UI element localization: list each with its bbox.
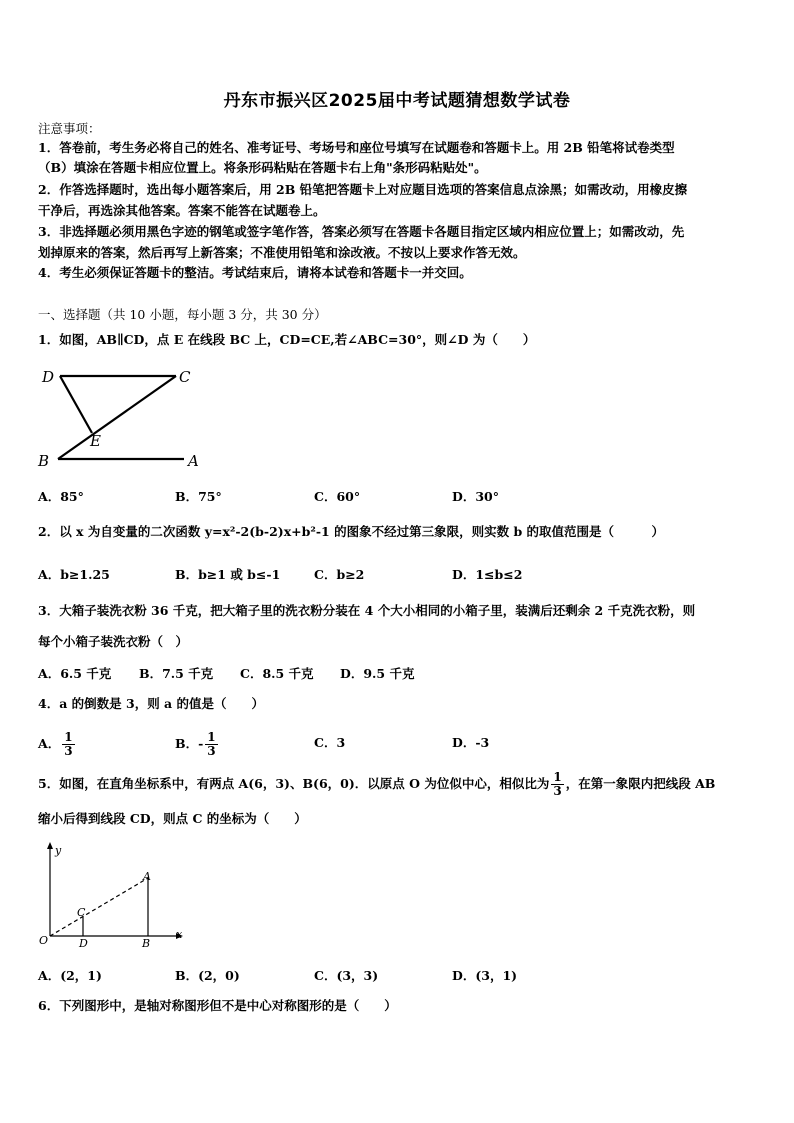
question-1-figure [30,362,210,474]
question-3-stem-b: 每个小箱子装洗衣粉（ ） [38,634,189,649]
q5-label-c: C [77,906,86,919]
page-title: 丹东市振兴区2025届中考试题猜想数学试卷 [223,91,571,111]
question-5-figure [36,840,192,950]
q4-option-d[interactable]: D．-3 [452,735,490,750]
section-heading: 一、选择题（共 10 小题，每小题 3 分，共 30 分） [38,307,327,322]
q2-option-d[interactable]: D．1≤b≤2 [452,567,523,582]
notice-item-3b: 划掉原来的答案，然后再写上新答案；不准使用铅笔和涂改液。不按以上要求作答无效。 [38,245,526,260]
q4-option-b-fraction [205,731,217,758]
question-3-stem-a: 3．大箱子装洗衣粉 36 千克，把大箱子里的洗衣粉分装在 4 个大小相同的小箱子里，装满后还剩余 2 千克洗衣粉，则 [38,603,696,618]
q1-option-b[interactable]: B．75° [175,489,222,504]
notice-item-1a: 1．答卷前，考生务必将自己的姓名、准考证号、考场号和座位号填写在试题卷和答题卡上。用 2B 铅笔将试卷类型 [38,140,675,155]
notice-item-3a: 3．非选择题必须用黑色字迹的钢笔或签字笔作答，答案必须写在答题卡各题目指定区域内相应位置上；如需改动，先 [38,224,685,239]
question-5-stem-b: 缩小后得到线段 CD，则点 C 的坐标为（ ） [38,811,307,826]
q2-option-a[interactable]: A．b≥1.25 [38,567,110,582]
q4-option-a-prefix: A． [38,736,61,751]
notice-item-4: 4．考生必须保证答题卡的整洁。考试结束后，请将本试卷和答题卡一并交回。 [38,265,472,280]
q5-label-y: y [55,844,62,857]
q1-label-e: E [90,432,101,450]
q4-frac-num-b: 1 [207,730,216,744]
q1-label-c: C [179,368,191,386]
q1-label-a: A [188,452,199,470]
question-4-options [38,722,760,762]
q5-label-b: B [142,937,151,950]
q5-label-o: O [39,934,49,947]
q5-ratio-fraction [551,771,563,798]
q3-option-b[interactable]: B．7.5 千克 [139,666,214,681]
question-6-stem: 6．下列图形中，是轴对称图形但不是中心对称图形的是（ ） [38,998,397,1013]
q5-option-b[interactable]: B．(2，0) [175,968,240,983]
question-2-stem: 2．以 x 为自变量的二次函数 y=x²-2(b-2)x+b²-1 的图象不经过第三象限，则实数 b 的取值范围是（ ） [38,524,665,539]
q3-option-d[interactable]: D．9.5 千克 [340,666,415,681]
q4-option-c[interactable]: C．3 [314,735,346,750]
q5-label-a: A [143,870,151,883]
question-1-stem: 1．如图，AB∥CD，点 E 在线段 BC 上，CD=CE,若∠ABC=30°，则∠D 为（ ） [38,332,536,347]
q5-label-d: D [79,937,88,950]
q4-option-a[interactable] [38,731,77,758]
notice-item-2b: 干净后，再选涂其他答案。答案不能答在试题卷上。 [38,203,326,218]
q1-label-d: D [42,368,55,386]
q2-option-b[interactable]: B．b≥1 或 b≤-1 [175,567,281,582]
q3-option-a[interactable]: A．6.5 千克 [38,666,112,681]
q5-option-a[interactable]: A．(2，1) [38,968,102,983]
question-4-stem: 4．a 的倒数是 3，则 a 的值是（ ） [38,696,265,711]
q4-frac-den-b: 3 [207,744,216,758]
q1-label-b: B [38,452,50,470]
question-5-options [38,966,760,988]
question-1-options [38,487,760,509]
q5-ratio-num: 1 [553,770,562,784]
question-2-options [38,565,760,587]
question-5-stem-a [38,768,760,800]
q4-option-a-fraction [62,731,74,758]
notice-heading: 注意事项： [38,121,101,136]
q4-option-b[interactable] [175,731,220,758]
notice-item-1b: （B）填涂在答题卡相应位置上。将条形码粘贴在答题卡右上角"条形码粘贴处"。 [38,160,487,175]
q4-frac-num: 1 [64,730,73,744]
q1-option-a[interactable]: A．85° [38,489,84,504]
q4-option-b-prefix: B．- [175,736,204,751]
q5-stem-part2: ，在第一象限内把线段 AB [565,776,716,791]
q5-option-c[interactable]: C．(3，3) [314,968,379,983]
q2-option-c[interactable]: C．b≥2 [314,567,365,582]
q4-frac-den: 3 [64,744,73,758]
notice-item-2a: 2．作答选择题时，选出每小题答案后，用 2B 铅笔把答题卡上对应题目选项的答案信息点涂黑；如需改动，用橡皮擦 [38,182,688,197]
q5-option-d[interactable]: D．(3，1) [452,968,518,983]
q1-option-c[interactable]: C．60° [314,489,361,504]
q5-ratio-den: 3 [553,784,562,798]
q1-option-d[interactable]: D．30° [452,489,499,504]
q5-label-x: x [176,928,183,941]
q5-stem-part1: 5．如图，在直角坐标系中，有两点 A(6，3)、B(6，0)．以原点 O 为位似中心，相似比为 [38,776,550,791]
q3-option-c[interactable]: C．8.5 千克 [240,666,314,681]
question-3-options [38,664,760,686]
